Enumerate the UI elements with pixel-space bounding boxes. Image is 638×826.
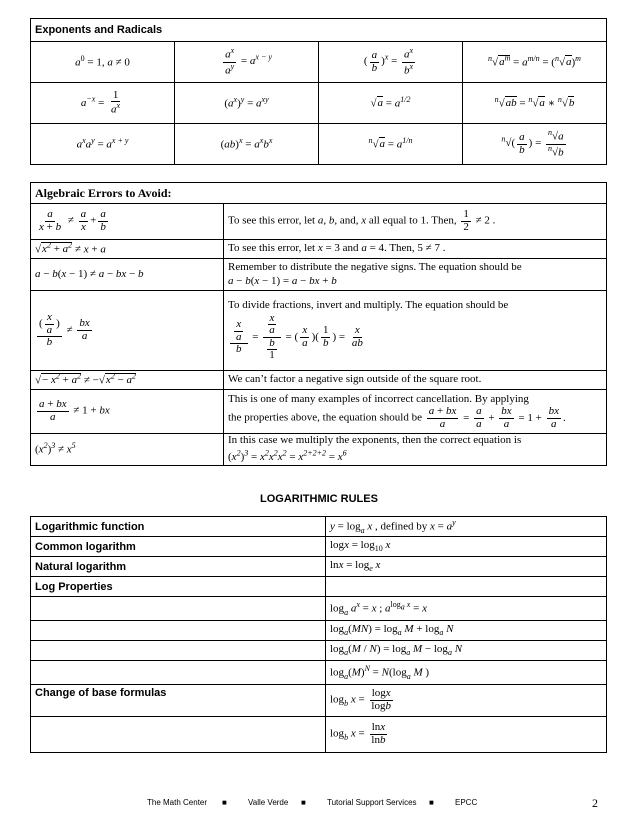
explain-cancellation [224,390,607,434]
explain-divide-fractions [224,291,607,371]
exponents-table [30,18,607,165]
log-formula-quotient: $\log_a(M / N) = \log_a M - \log_a N$ [326,641,607,661]
explain-cancellation-eq: $\frac{a + bx}{a}$ = $\frac{a}{a}$ + $\frac{bx}{a}$ = 1 + $\frac{bx}{a}$ . [428,405,566,430]
rule-power-of-product: $(ab)^x = a^xb^x$ [175,124,319,165]
explain-negative-sqrt: We can’t factor a negative sign outside of the square root. [224,371,607,390]
error-sqrt-sum: $√x^2 + a^2 \ne x + a$ [31,240,224,259]
error-negative-sqrt: √− $x^2 + a^2 \ne -√x^2 - a^2$ [31,371,224,390]
rule-nth-root: $^n√a = a^{1/n}$ [319,124,463,165]
footer-bullet-1: ■ [222,798,227,807]
rule-product: $a^xa^y = a^{x + y}$ [31,124,175,165]
log-rules-table [30,516,607,753]
footer-dept: Tutorial Support Services [327,798,417,807]
explain-cancellation-text2: the properties above, the equation should be [228,411,422,424]
error-power-of-power: $(x^2)^3 \ne x^5$ [31,434,224,466]
log-label-blank-2 [31,621,326,641]
explain-cancellation-text: This is one of many examples of incorrect cancellation. By applying [228,392,529,405]
explain-divide-text: To divide fractions, invert and multiply. The equation should be [228,299,509,312]
log-label-blank-3 [31,641,326,661]
page-footer [0,796,638,812]
log-label-common: Common logarithm [31,537,326,557]
log-formula-common: $\log x = \log_{10} x$ [326,537,607,557]
rule-power-of-quotient: ( $\frac{a}{b}$ )$^x$ = $\frac{a^x}{b^x}$ [319,42,463,83]
explain-distribute [224,259,607,291]
rule-square-root: $√a = a^{1/2}$ [319,83,463,124]
error-distribute: a − b(x − 1) ≠ a − bx − b [31,259,224,291]
rule-zero-exponent: $a^0 = 1$, a ≠ 0 [31,42,175,83]
log-formula-product: $\log_a(MN) = \log_a M + \log_a N$ [326,621,607,641]
explain-divide-eq: $\frac{\frac{x}{a}}{b}$ = $\frac{\frac{x}{a}}{\frac{b}{1}}$ = ( $\frac{x}{a}$ )( $\frac{1}{b}$ ) = $\frac{x}{ab}$ [228,331,367,343]
log-formula-change-base-10: $\log_b x$ = $\frac{\log x}{\log b}$ [326,685,607,717]
log-formula-natural: $\ln x = \log_e x$ [326,557,607,577]
log-label-blank-1 [31,597,326,621]
explain-distribute-text: Remember to distribute the negative signs. The equation should be [228,260,522,273]
rule-negative-exponent: $a^{-x}$ = $\frac{1}{a^x}$ [31,83,175,124]
log-label-natural: Natural logarithm [31,557,326,577]
rule-rational-exponent: $^n√a^m = a^{m/n} = (^n√a)^m$ [463,42,607,83]
log-formula-change-base-e: $\log_b x$ = $\frac{\ln x}{\ln b}$ [326,717,607,753]
explain-power-text: In this case we multiply the exponents, then the correct equation is [228,434,522,447]
log-formula-inverse: $\log_a a^x = x$ ; $a^{log_a x} = x$ [326,597,607,621]
explain-sqrt-sum: To see this error, let x = 3 and a = 4. Then, 5 ≠ 7 . [224,240,607,259]
log-formula-function: $y = \log_a x$ , defined by $x = a^y$ [326,517,607,537]
algebra-title: Algebraic Errors to Avoid: [31,183,607,204]
log-label-blank-5 [31,717,326,753]
log-label-properties: Log Properties [31,577,326,597]
rule-root-of-quotient: $^n$√( $\frac{a}{b}$ ) = $\frac{^n√a}{^n√b}$ [463,124,607,165]
log-section-title: LOGARITHMIC RULES [260,493,378,505]
explain-fraction-split: To see this error, let a, b, and, x all equal to 1. Then, $\frac{1}{2}$ ≠ 2 . [224,204,607,240]
footer-campus: Valle Verde [248,798,289,807]
log-label-change-base: Change of base formulas [31,685,326,717]
error-divide-fractions: ( $\frac{x}{a}$ ) b ≠ $\frac{bx}{a}$ [31,291,224,371]
log-formula-power: $\log_a(M)^N = N(\log_a$ M ) [326,661,607,685]
footer-bullet-2: ■ [301,798,306,807]
footer-org: EPCC [455,798,478,807]
error-fraction-split: $\frac{a}{x + b}$ ≠ $\frac{a}{x}$ + $\frac{a}{b}$ [31,204,224,240]
log-label-blank-4 [31,661,326,685]
log-label-function: Logarithmic function [31,517,326,537]
explain-power-of-power [224,434,607,466]
error-cancellation: $\frac{a + bx}{a}$ ≠ 1 + bx [31,390,224,434]
rule-power-of-power: $(a^x)^y = a^{xy}$ [175,83,319,124]
page-number: 2 [592,796,598,810]
log-formula-empty [326,577,607,597]
footer-center: The Math Center [147,798,208,807]
explain-power-eq: $(x^2)^3 = x^2x^2x^2 = x^{2+2+2} = x^6$ [228,448,347,463]
explain-distribute-eq: a − b(x − 1) = a − bx + b [228,274,337,287]
footer-bullet-3: ■ [429,798,434,807]
rule-quotient: $\frac{a^x}{a^y}$ = $a^{x - y}$ [175,42,319,83]
rule-root-of-product: $^n$√ab = $^n$√a ∗ $^n$√b [463,83,607,124]
algebraic-errors-table [30,182,607,466]
exponents-title: Exponents and Radicals [31,19,607,42]
